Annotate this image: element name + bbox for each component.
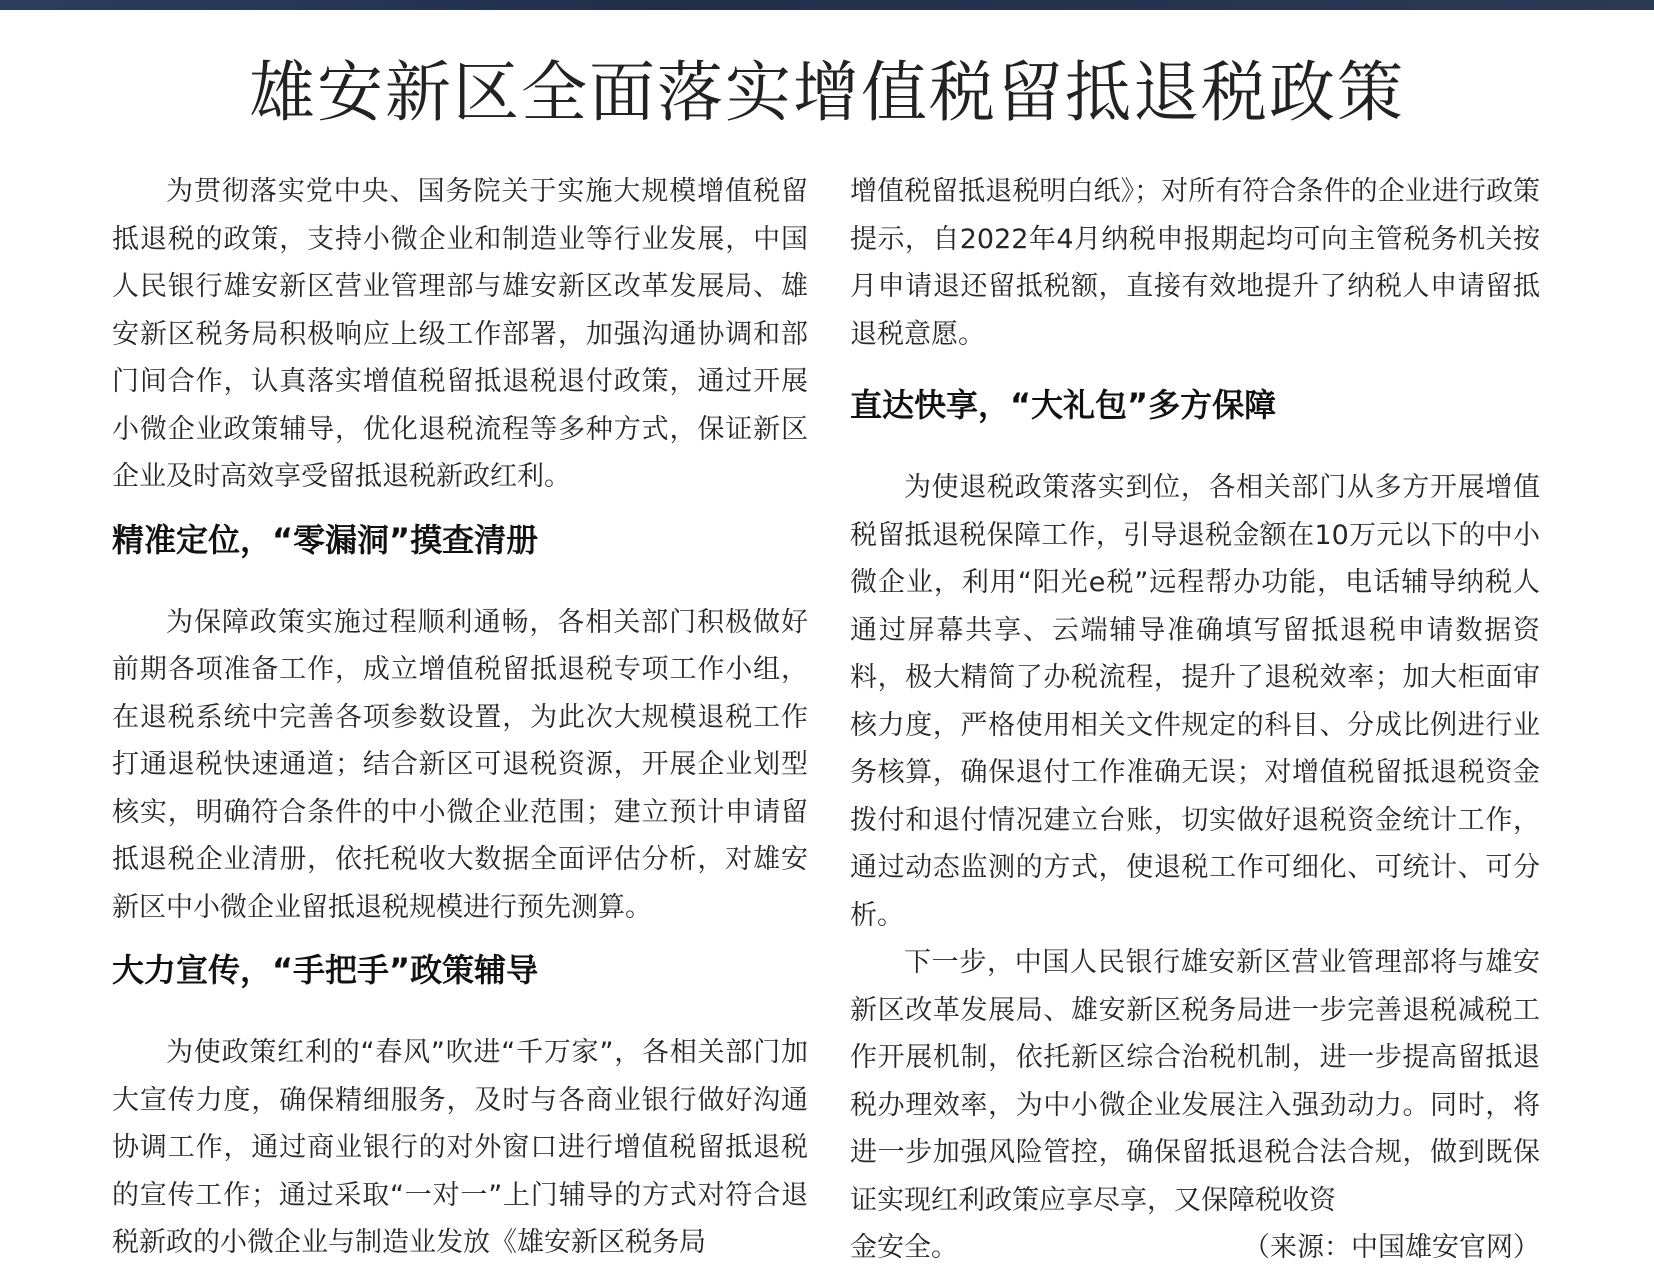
section-heading-guarantee: 直达快享，“大礼包”多方保障 xyxy=(850,386,1277,424)
section-heading-precise-positioning: 精准定位，“零漏洞”摸查清册 xyxy=(112,520,539,559)
left-column xyxy=(112,168,808,1267)
section2-paragraph-continued: 增值税留抵退税明白纸》；对所有符合条件的企业进行政策提示，自2022年4月纳税申报期起均可向主管税务机关按月申请退还留抵税额，直接有效地提升了纳税人申请留抵退税意愿。 xyxy=(850,176,1540,350)
closing-text: 金安全。 xyxy=(850,1232,958,1263)
right-column xyxy=(850,168,1540,1272)
section3-paragraph: 为使退税政策落实到位，各相关部门从多方开展增值税留抵退税保障工作，引导退税金额在10万元以下的中小微企业，利用“阳光e税”远程帮办功能，电话辅导纳税人通过屏幕共享、云端辅导准确填写留抵退税申请数据资料，极大精简了办税流程，提升了退税效率；加大柜面审核力度，严格使用相关文件规定的科目、分成比例进行业务核算，确保退付工作准确无误；对增值税留抵退税资金拨付和退付情况建立台账，切实做好退税资金统计工作，通过动态监测的方式，使退税工作可细化、可统计、可分析。 xyxy=(850,472,1540,931)
next-steps-paragraph: 下一步，中国人民银行雄安新区营业管理部将与雄安新区改革发展局、雄安新区税务局进一步完善退税减税工作开展机制，依托新区综合治税机制，进一步提高留抵退税办理效率，为中小微企业发展注入强劲动力。同时，将进一步加强风险管控，确保留抵退税合法合规，做到既保证实现红利政策应享尽享，又保障税收资 xyxy=(850,947,1540,1216)
source-attribution: （来源：中国雄安官网） xyxy=(1243,1232,1540,1263)
section2-paragraph-start: 为使政策红利的“春风”吹进“千万家”，各相关部门加大宣传力度，确保精细服务，及时与各商业银行做好沟通协调工作，通过商业银行的对外窗口进行增值税留抵退税的宣传工作；通过采取“一对一”上门辅导的方式对符合退税新政的小微企业与制造业发放《雄安新区税务局 xyxy=(112,1037,808,1258)
article-title: 雄安新区全面落实增值税留抵退税政策 xyxy=(249,54,1405,131)
closing-line xyxy=(850,1224,1540,1272)
top-decorative-bar xyxy=(0,0,1654,10)
section1-paragraph: 为保障政策实施过程顺利通畅，各相关部门积极做好前期各项准备工作，成立增值税留抵退税专项工作小组，在退税系统中完善各项参数设置，为此次大规模退税工作打通退税快速通道；结合新区可退税资源，开展企业划型核实，明确符合条件的中小微企业范围；建立预计申请留抵退税企业清册，依托税收大数据全面评估分析，对雄安新区中小微企业留抵退税规模进行预先测算。 xyxy=(112,606,808,923)
intro-paragraph: 为贯彻落实党中央、国务院关于实施大规模增值税留抵退税的政策，支持小微企业和制造业等行业发展，中国人民银行雄安新区营业管理部与雄安新区改革发展局、雄安新区税务局积极响应上级工作部署，加强沟通协调和部门间合作，认真落实增值税留抵退税退付政策，通过开展小微企业政策辅导，优化退税流程等多种方式，保证新区企业及时高效享受留抵退税新政红利。 xyxy=(112,176,808,492)
section-heading-publicity: 大力宣传，“手把手”政策辅导 xyxy=(112,951,539,989)
